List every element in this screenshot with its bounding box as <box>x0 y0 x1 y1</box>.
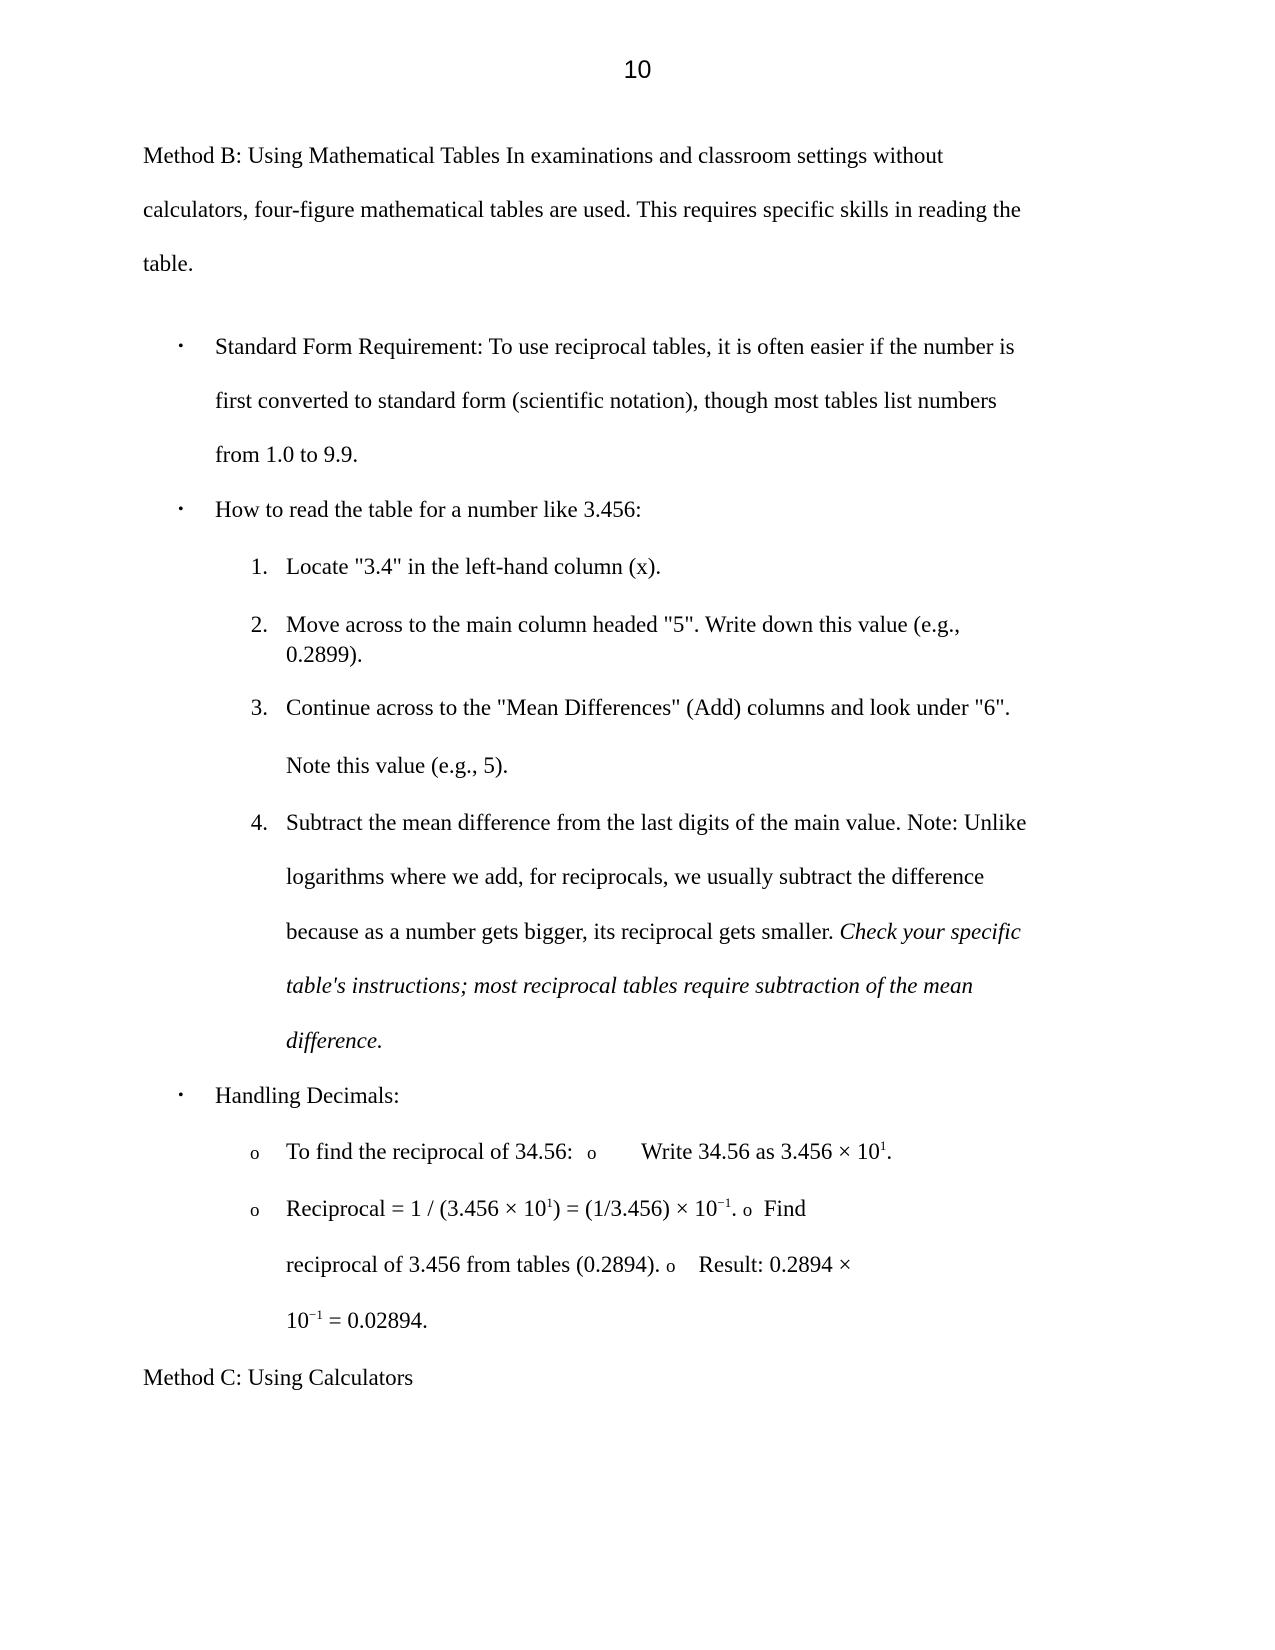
page-number: 10 <box>623 56 652 84</box>
reciprocal-expression-c: . <box>731 1196 738 1221</box>
step-4-italic-note-1: Check your specific <box>839 919 1021 944</box>
step-2-text-line-1: Move across to the main column headed "5". Write down this value (e.g., <box>286 612 961 637</box>
method-b-line-3: table. <box>143 251 194 276</box>
sub-bullet-marker: o <box>666 1256 676 1277</box>
step-2-text-line-2: 0.2899). <box>286 642 363 667</box>
standard-form-line-3: from 1.0 to 9.9. <box>215 442 359 467</box>
decimals-item-1-text-b-main: Write 34.56 as 3.456 × 10 <box>641 1139 880 1164</box>
method-b-line-2: calculators, four-figure mathematical tables are used. This requires specific skills in reading the <box>143 197 1021 222</box>
decimals-item-1-text-b-end: . <box>886 1139 893 1164</box>
step-4-italic-note-2: table's instructions; most reciprocal tables require subtraction of the mean <box>286 973 973 998</box>
step-4-text-line-1: Subtract the mean difference from the last digits of the main value. Note: Unlike <box>286 810 1027 835</box>
sub-bullet-marker: o <box>587 1143 597 1164</box>
standard-form-line-1: Standard Form Requirement: To use reciprocal tables, it is often easier if the number is <box>215 334 1015 359</box>
how-to-read-heading: How to read the table for a number like 3.456: <box>215 497 642 522</box>
decimals-item-2-line-2 <box>286 1251 851 1281</box>
reciprocal-expression-d: Find <box>763 1196 806 1221</box>
step-number: 1. <box>250 554 268 579</box>
step-4-text-line-2: logarithms where we add, for reciprocals, we usually subtract the difference <box>286 864 985 889</box>
standard-form-line-2: first converted to standard form (scientific notation), though most tables list numbers <box>215 388 997 413</box>
step-3-text-line-1: Continue across to the "Mean Differences" (Add) columns and look under "6". <box>286 695 1011 720</box>
step-number: 4. <box>250 810 268 835</box>
bullet-marker: • <box>178 501 184 518</box>
step-3-text-line-2: Note this value (e.g., 5). <box>286 753 509 778</box>
result-value: = 0.02894. <box>322 1308 428 1333</box>
reciprocal-expression-b: ) = (1/3.456) × 10 <box>552 1196 718 1221</box>
step-4-text-line-3-plain: because as a number gets bigger, its reciprocal gets smaller. <box>286 919 840 944</box>
step-number: 2. <box>250 612 268 637</box>
result-exponent: −1 <box>309 1307 323 1322</box>
method-c-heading: Method C: Using Calculators <box>143 1365 414 1390</box>
bullet-marker: • <box>178 1087 184 1104</box>
sub-bullet-marker: o <box>250 1143 260 1164</box>
reciprocal-expression-a: Reciprocal = 1 / (3.456 × 10 <box>286 1196 547 1221</box>
step-number: 3. <box>250 695 268 720</box>
decimals-item-2-line-3 <box>286 1307 428 1335</box>
step-4-italic-note-3: difference. <box>286 1028 383 1053</box>
reciprocal-result-text: Result: 0.2894 × <box>698 1252 852 1277</box>
reciprocal-lookup-text: reciprocal of 3.456 from tables (0.2894). <box>286 1252 661 1277</box>
decimals-item-1-text-b <box>641 1138 892 1166</box>
sub-bullet-marker: o <box>742 1200 753 1221</box>
reciprocal-exponent-a: 1 <box>546 1195 553 1210</box>
reciprocal-exponent-b: −1 <box>717 1195 732 1210</box>
bullet-marker: • <box>178 338 184 355</box>
sub-bullet-marker: o <box>250 1200 260 1221</box>
decimals-item-2-line-1 <box>286 1195 806 1225</box>
step-1-text: Locate "3.4" in the left-hand column (x). <box>286 554 662 579</box>
handling-decimals-heading: Handling Decimals: <box>215 1083 400 1108</box>
step-4-text-line-3 <box>286 918 1021 946</box>
decimals-item-1-text-a: To find the reciprocal of 34.56: <box>286 1139 574 1164</box>
decimals-item-1-exponent: 1 <box>879 1138 887 1153</box>
result-base: 10 <box>286 1308 309 1333</box>
method-b-line-1: Method B: Using Mathematical Tables In examinations and classroom settings without <box>143 143 944 168</box>
